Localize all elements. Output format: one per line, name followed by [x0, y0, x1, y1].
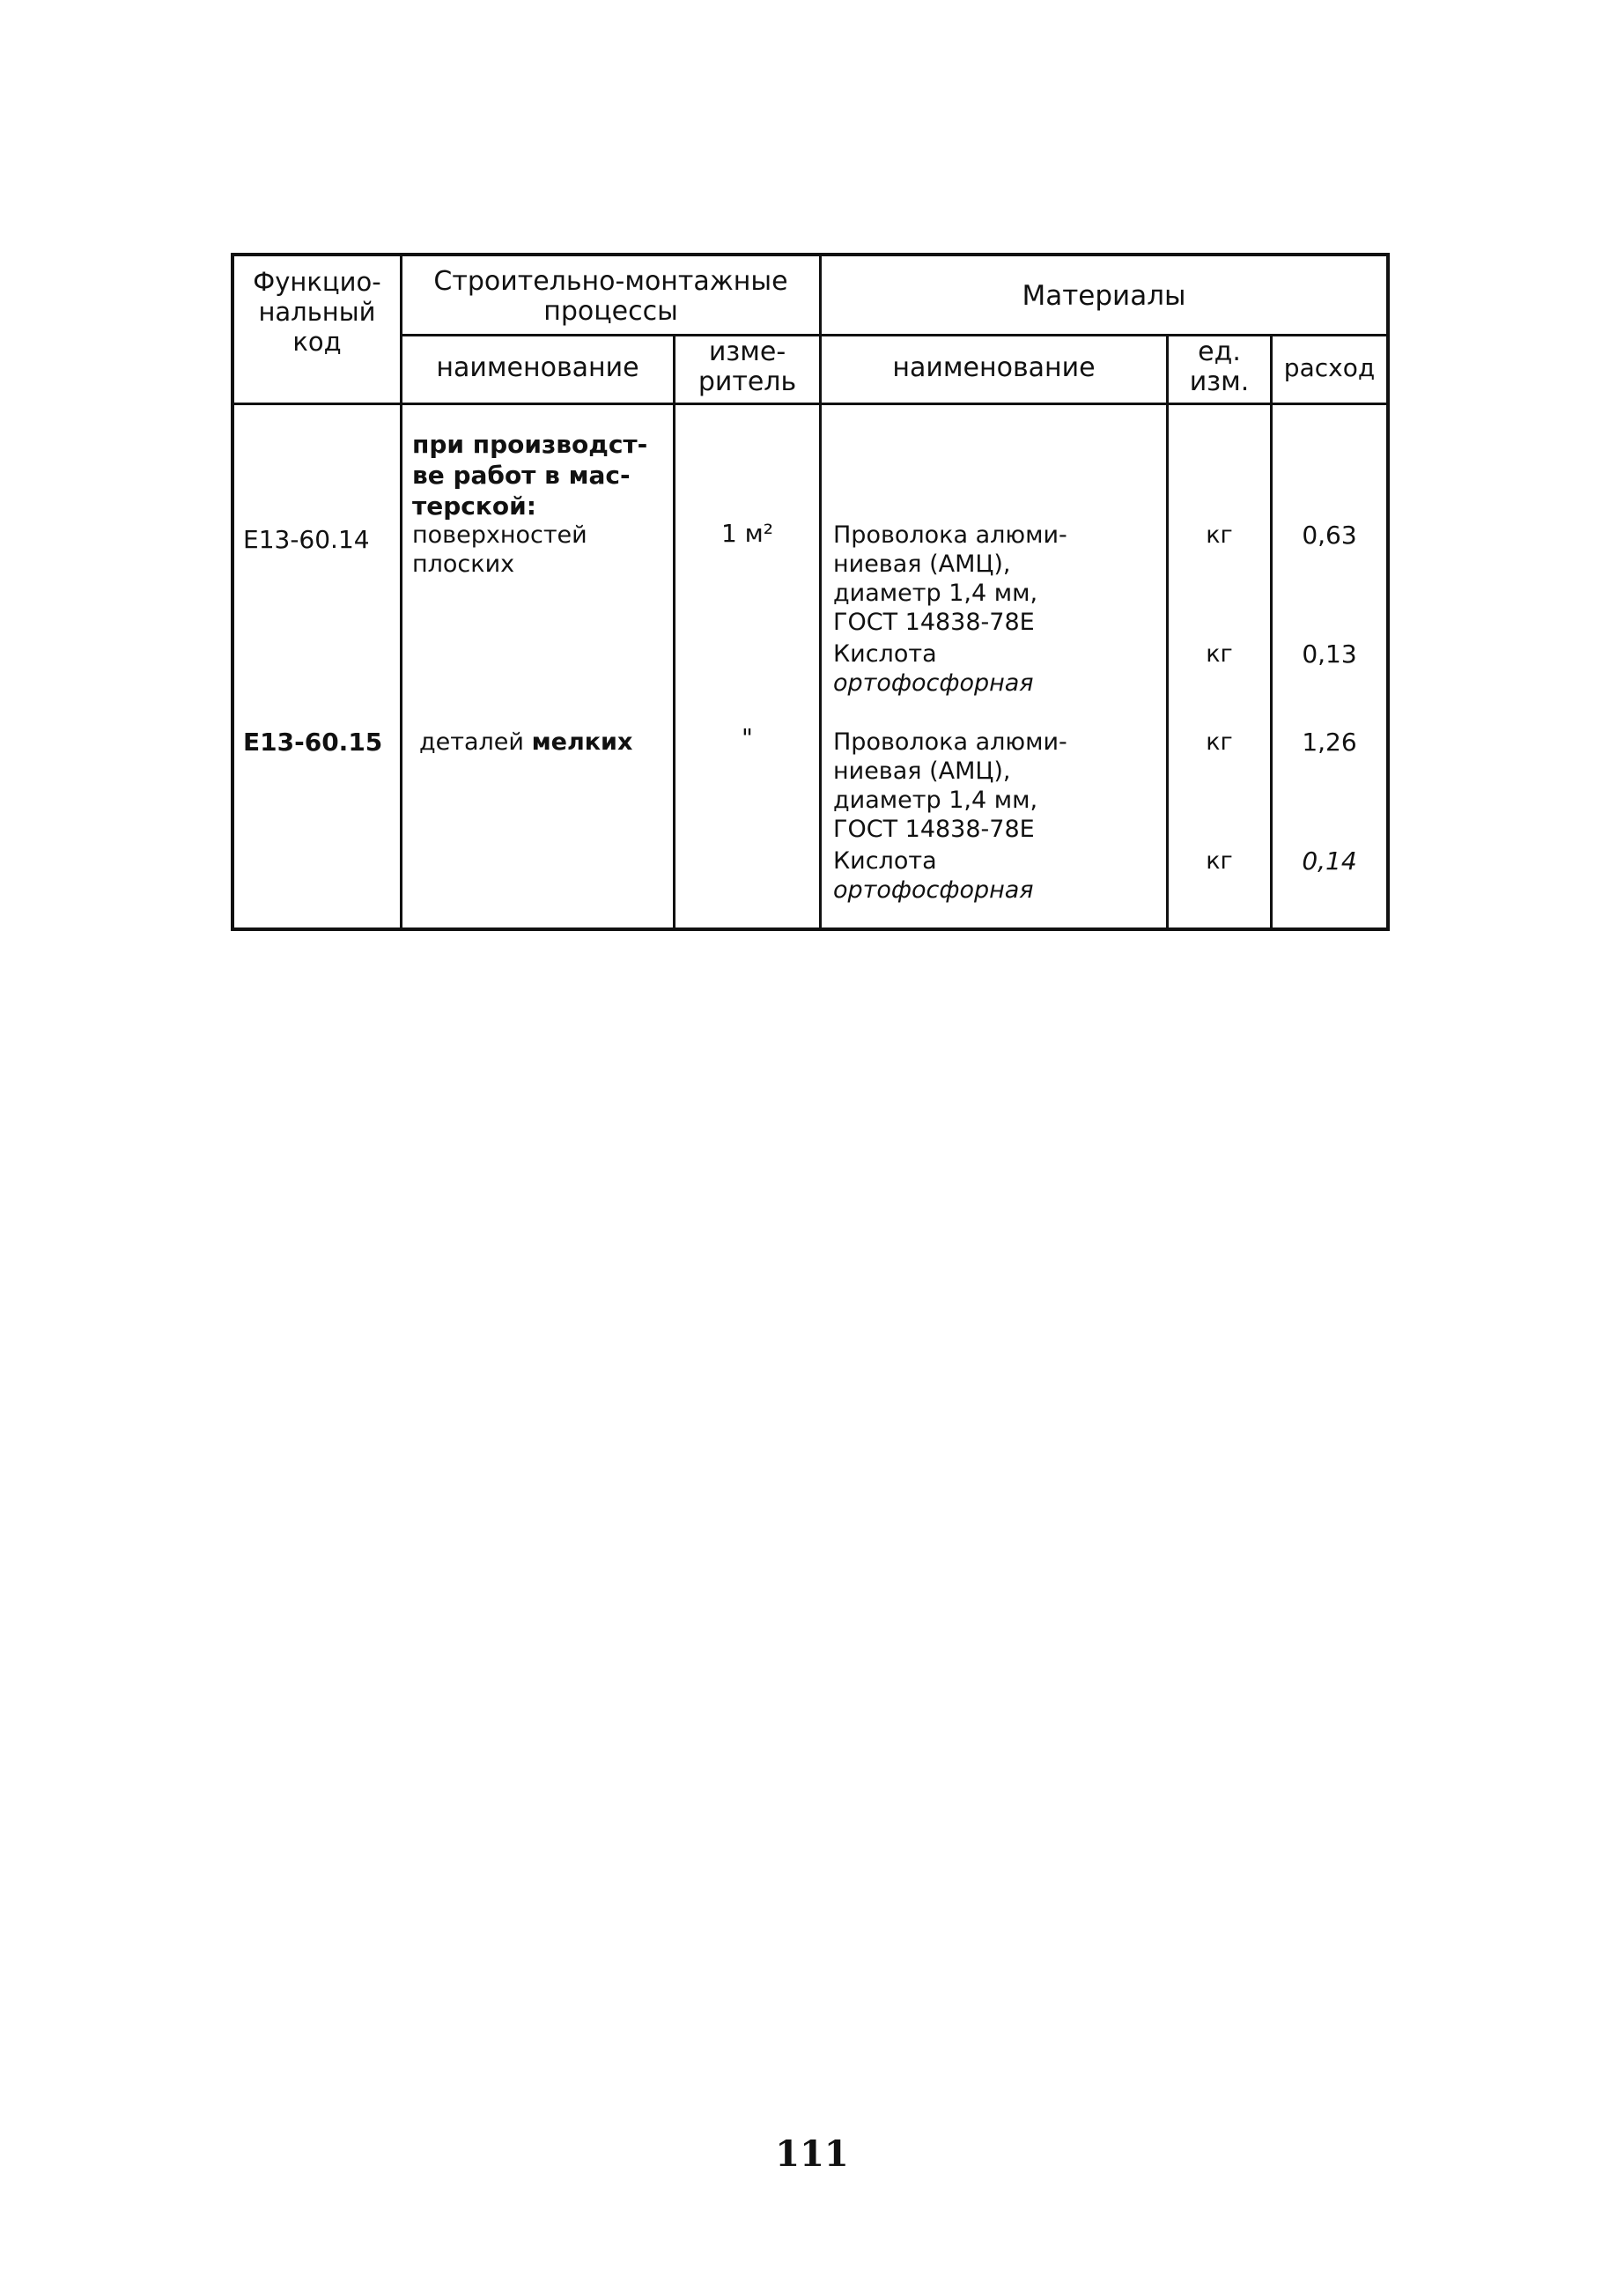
material-rate: 1,26 — [1302, 728, 1357, 757]
row-measure: 1 м² — [720, 519, 774, 548]
section-title: при производст- ве работ в мас- терской: — [412, 430, 648, 521]
col-divider-5 — [1270, 334, 1273, 927]
material-name: Проволока алюми- ниевая (АМЦ), диаметр 1,4 мм, ГОСТ 14838-78Е — [833, 521, 1067, 636]
header-processes: Строительно-монтажные процессы — [433, 266, 788, 327]
material-name-line1: Кислота — [833, 640, 937, 668]
material-name: Проволока алюми- ниевая (АМЦ), диаметр 1,4 мм, ГОСТ 14838-78Е — [833, 728, 1067, 843]
header-proc-name: наименование — [436, 352, 639, 383]
header-func-code: Функцио- нальный код — [253, 267, 381, 357]
col-divider-2 — [673, 334, 675, 927]
col-divider-4 — [1166, 334, 1169, 927]
row-process-bold: мелких — [531, 728, 633, 756]
material-rate: 0,63 — [1302, 521, 1357, 550]
row-measure: " — [742, 723, 753, 752]
material-rate: 0,14 — [1302, 846, 1357, 876]
material-name-line2: ортофосфорная — [833, 669, 1034, 697]
row-process: поверхностей плоских — [412, 521, 587, 578]
materials-table — [231, 253, 1390, 931]
material-unit: кг — [1206, 521, 1233, 549]
page-number: 111 — [775, 2133, 849, 2175]
row-code: Е13-60.15 — [243, 728, 383, 757]
material-rate: 0,13 — [1302, 639, 1357, 669]
header-mat-name: наименование — [892, 352, 1096, 383]
header-mat-rate: расход — [1283, 353, 1376, 382]
header-materials: Материалы — [1022, 280, 1186, 312]
row-process — [419, 728, 632, 757]
header-mat-unit: ед. изм. — [1189, 336, 1250, 397]
material-unit: кг — [1206, 728, 1233, 756]
row-process-normal: деталей — [419, 728, 532, 756]
header-proc-unit: изме- ритель — [698, 336, 797, 397]
row-code: Е13-60.14 — [243, 525, 370, 554]
material-unit: кг — [1206, 847, 1233, 875]
material-unit: кг — [1206, 640, 1233, 668]
material-name-line2: ортофосфорная — [833, 876, 1034, 904]
header-bottom-border — [234, 403, 1386, 405]
material-name-line1: Кислота — [833, 847, 937, 875]
